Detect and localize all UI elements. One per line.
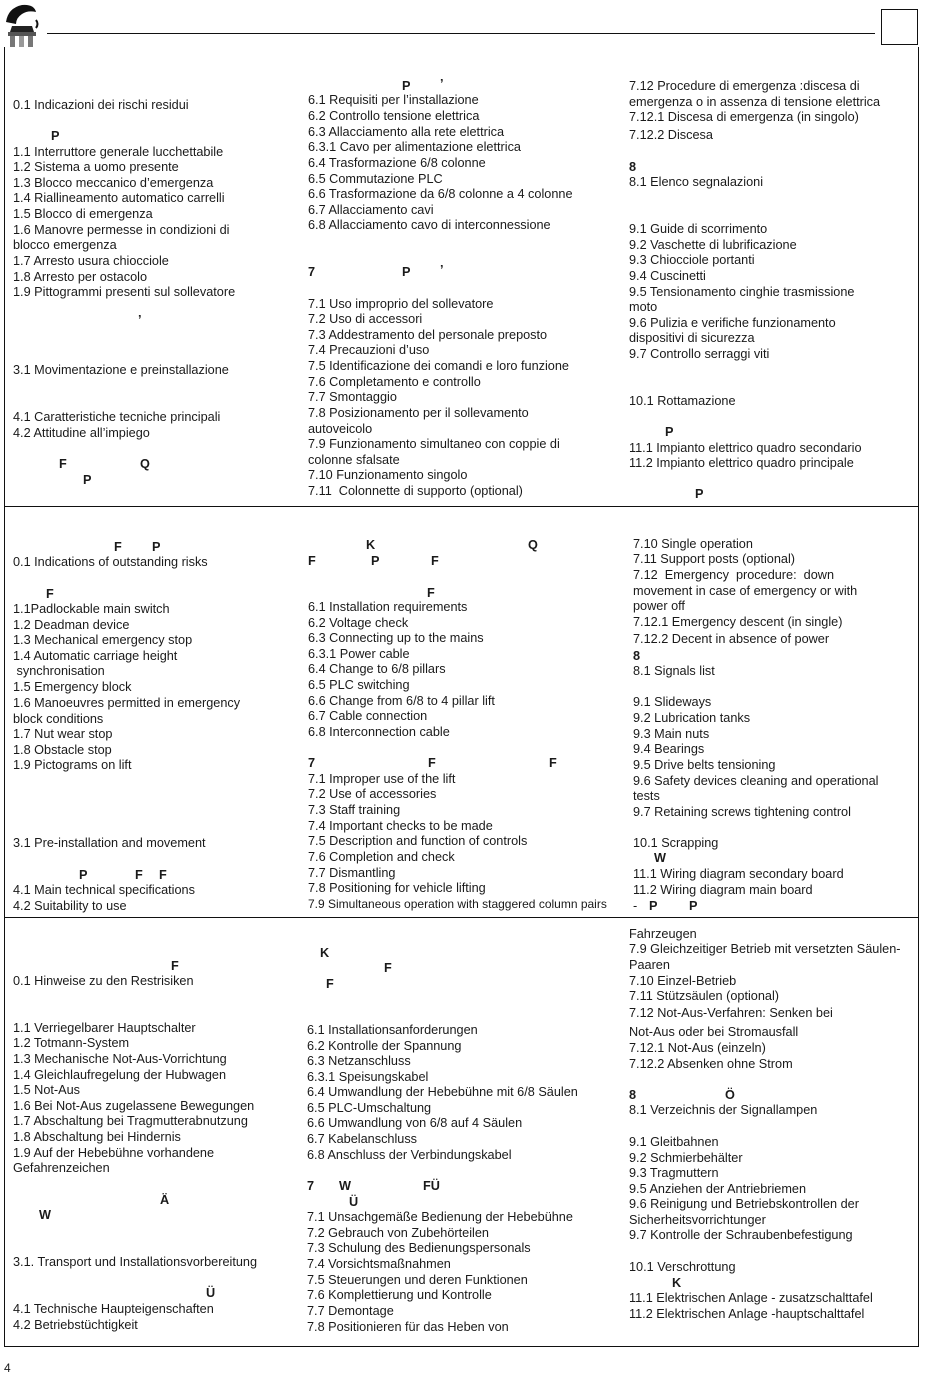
toc-line: 7.11 Stützsäulen (optional) [629, 989, 779, 1003]
toc-line: 1.8 Obstacle stop [13, 743, 112, 757]
toc-line: 8 [629, 1088, 637, 1102]
toc-line: 9.6 Reinigung und Betriebskontrollen der [629, 1197, 859, 1211]
toc-line: 7.12.1 Not-Aus (einzeln) [629, 1041, 766, 1055]
toc-line: 6.4 Change to 6/8 pillars [308, 662, 446, 676]
toc-line: P [649, 899, 658, 913]
toc-line: 4.2 Betriebstüchtigkeit [13, 1318, 138, 1332]
toc-line: K [366, 538, 376, 552]
toc-line: 9.6 Pulizia e verifiche funzionamento [629, 316, 836, 330]
toc-line: 7.12 Not-Aus-Verfahren: Senken bei [629, 1006, 833, 1020]
toc-line: 6.6 Change from 6/8 to 4 pillar lift [308, 694, 495, 708]
toc-line: 6.8 Interconnection cable [308, 725, 450, 739]
toc-line: 11.2 Wiring diagram main board [633, 883, 813, 897]
header-rule [47, 33, 875, 34]
toc-line: 7.3 Addestramento del personale preposto [308, 328, 548, 342]
toc-line: 1.9 Pittogrammi presenti sul sollevatore [13, 285, 236, 299]
toc-line: 1.7 Abschaltung bei Tragmutterabnutzung [13, 1114, 248, 1128]
toc-line: power off [633, 599, 685, 613]
toc-line: W [39, 1208, 51, 1222]
toc-line: F [549, 756, 557, 770]
toc-line: 6.3 Netzanschluss [307, 1054, 411, 1068]
toc-line: 7.1 Improper use of the lift [308, 772, 456, 786]
toc-line: 4.1 Main technical specifications [13, 883, 195, 897]
toc-line: 9.3 Chiocciole portanti [629, 253, 755, 267]
toc-line: 0.1 Indicazioni dei rischi residui [13, 98, 189, 112]
toc-line: ’ [440, 263, 444, 277]
toc-line: 6.3.1 Cavo per alimentazione elettrica [308, 140, 521, 154]
page-number: 4 [4, 1361, 11, 1375]
toc-line: synchronisation [13, 664, 105, 678]
toc-line: 11.1 Wiring diagram secondary board [633, 867, 844, 881]
brand-logo-icon [2, 2, 42, 48]
toc-line: 9.4 Bearings [633, 742, 705, 756]
toc-line: 1.4 Riallineamento automatico carrelli [13, 191, 225, 205]
toc-line: F [159, 868, 167, 882]
toc-line: 7.11 Support posts (optional) [633, 552, 795, 566]
toc-line: F [326, 977, 334, 991]
toc-line: P [83, 473, 92, 487]
toc-line: 7.3 Staff training [308, 803, 401, 817]
toc-line: K [672, 1276, 682, 1290]
toc-line: 6.6 Umwandlung von 6/8 auf 4 Säulen [307, 1116, 523, 1130]
toc-line: Sicherheitsvorrichtunger [629, 1213, 766, 1227]
toc-line: colonne sfalsate [308, 453, 400, 467]
toc-line: 6.3 Connecting up to the mains [308, 631, 484, 645]
toc-line: 9.7 Retaining screws tightening control [633, 805, 851, 819]
toc-line: 3.1 Pre-installation and movement [13, 836, 206, 850]
toc-line: 8.1 Verzeichnis der Signallampen [629, 1103, 818, 1117]
toc-line: Fahrzeugen [629, 927, 697, 941]
toc-line: Ü [206, 1286, 216, 1300]
toc-line: F [431, 554, 439, 568]
toc-line: 7.7 Dismantling [308, 866, 396, 880]
toc-line: 7.1 Unsachgemäße Bedienung der Hebebühne [307, 1210, 573, 1224]
toc-line: 7.12.1 Discesa di emergenza (in singolo) [629, 110, 859, 124]
toc-line: 6.2 Kontrolle der Spannung [307, 1039, 462, 1053]
toc-line: 1.1Padlockable main switch [13, 602, 170, 616]
toc-line: 7.3 Schulung des Bedienungspersonals [307, 1241, 531, 1255]
toc-line: 8.1 Signals list [633, 664, 715, 678]
toc-line: movement in case of emergency or with [633, 584, 858, 598]
toc-line: 7.5 Identificazione dei comandi e loro funzione [308, 359, 569, 373]
toc-line: 7.7 Demontage [307, 1304, 394, 1318]
toc-line: 9.2 Vaschette di lubrificazione [629, 238, 797, 252]
toc-line: 6.5 Commutazione PLC [308, 172, 443, 186]
corner-box [881, 9, 918, 45]
toc-line: F [171, 959, 179, 973]
toc-line: 6.7 Kabelanschluss [307, 1132, 418, 1146]
section-divider [4, 506, 919, 507]
toc-line: 7.12.2 Decent in absence of power [633, 632, 830, 646]
toc-line: 1.7 Arresto usura chiocciole [13, 254, 169, 268]
toc-line: Gefahrenzeichen [13, 1161, 110, 1175]
toc-line: 6.6 Trasformazione da 6/8 colonne a 4 colonne [308, 187, 573, 201]
toc-line: 6.5 PLC switching [308, 678, 410, 692]
toc-line: 11.2 Impianto elettrico quadro principale [629, 456, 854, 470]
toc-line: Ü [349, 1195, 359, 1209]
toc-line: 6.1 Installation requirements [308, 600, 468, 614]
toc-line: 7.9 Funzionamento simultaneo con coppie di [308, 437, 560, 451]
toc-line: 1.6 Bei Not-Aus zugelassene Bewegungen [13, 1099, 255, 1113]
toc-line: 6.8 Allacciamento cavo di interconnessione [308, 218, 551, 232]
toc-line: moto [629, 300, 658, 314]
toc-line: 7.8 Posizionamento per il sollevamento [308, 406, 529, 420]
toc-line: 6.7 Cable connection [308, 709, 428, 723]
toc-line: F [428, 756, 436, 770]
toc-line: block conditions [13, 712, 104, 726]
toc-line: 6.1 Installationsanforderungen [307, 1023, 478, 1037]
toc-line: 7.12.2 Discesa [629, 128, 713, 142]
toc-line: F [135, 868, 143, 882]
toc-line: 1.3 Blocco meccanico d’emergenza [13, 176, 214, 190]
toc-line: 6.2 Controllo tensione elettrica [308, 109, 480, 123]
toc-line: 4.1 Caratteristiche tecniche principali [13, 410, 221, 424]
toc-line: 9.5 Tensionamento cinghie trasmissione [629, 285, 855, 299]
toc-line: ’ [138, 313, 142, 327]
toc-line: 6.5 PLC-Umschaltung [307, 1101, 432, 1115]
toc-line: F [427, 586, 435, 600]
toc-line: 6.3.1 Power cable [308, 647, 410, 661]
toc-line: P [402, 265, 411, 279]
toc-line: 9.1 Gleitbahnen [629, 1135, 719, 1149]
toc-line: 7.10 Single operation [633, 537, 753, 551]
toc-line: 9.7 Kontrolle der Schraubenbefestigung [629, 1228, 853, 1242]
toc-line: 1.5 Not-Aus [13, 1083, 80, 1097]
toc-line: F [59, 457, 67, 471]
toc-line: P [665, 425, 674, 439]
toc-line: 1.8 Abschaltung bei Hindernis [13, 1130, 181, 1144]
toc-line: 1.1 Verriegelbarer Hauptschalter [13, 1021, 196, 1035]
toc-line: W [339, 1179, 351, 1193]
toc-line: 1.2 Totmann-System [13, 1036, 130, 1050]
toc-line: 7 [308, 265, 316, 279]
toc-line: 11.1 Impianto elettrico quadro secondario [629, 441, 862, 455]
toc-line: 7.8 Positioning for vehicle lifting [308, 881, 486, 895]
toc-line: 0.1 Indications of outstanding risks [13, 555, 208, 569]
toc-line: 7.5 Description and function of controls [308, 834, 528, 848]
toc-line: 9.1 Guide di scorrimento [629, 222, 768, 236]
toc-line: 1.6 Manoeuvres permitted in emergency [13, 696, 241, 710]
toc-line: 7.6 Komplettierung und Kontrolle [307, 1288, 492, 1302]
toc-line: 7.2 Use of accessories [308, 787, 437, 801]
toc-line: 1.7 Nut wear stop [13, 727, 113, 741]
toc-line: 6.4 Trasformazione 6/8 colonne [308, 156, 486, 170]
toc-line: 4.2 Suitability to use [13, 899, 127, 913]
toc-line: Ö [725, 1088, 735, 1102]
toc-line: 7.5 Steuerungen und deren Funktionen [307, 1273, 528, 1287]
toc-line: 7.4 Precauzioni d’uso [308, 343, 430, 357]
toc-line: emergenza o in assenza di tensione elettrica [629, 95, 881, 109]
section-divider [4, 917, 919, 918]
toc-line: 1.9 Pictograms on lift [13, 758, 132, 772]
toc-line: 1.2 Sistema a uomo presente [13, 160, 179, 174]
toc-line: 1.8 Arresto per ostacolo [13, 270, 147, 284]
toc-line: 7.10 Funzionamento singolo [308, 468, 468, 482]
toc-line: autoveicolo [308, 422, 373, 436]
toc-line: 1.3 Mechanische Not-Aus-Vorrichtung [13, 1052, 227, 1066]
toc-line: 8 [633, 649, 641, 663]
toc-line: 9.2 Schmierbehälter [629, 1151, 743, 1165]
toc-line: 6.7 Allacciamento cavi [308, 203, 434, 217]
toc-line: W [654, 851, 666, 865]
toc-line: 8.1 Elenco segnalazioni [629, 175, 764, 189]
toc-line: F [308, 554, 316, 568]
toc-line: 9.4 Cuscinetti [629, 269, 706, 283]
toc-line: 1.5 Blocco di emergenza [13, 207, 153, 221]
toc-line: K [320, 946, 330, 960]
toc-line: Q [528, 538, 538, 552]
toc-line: P [152, 540, 161, 554]
toc-line: 7.2 Uso di accessori [308, 312, 423, 326]
toc-line: 3.1 Movimentazione e preinstallazione [13, 363, 229, 377]
toc-line: 9.1 Slideways [633, 695, 712, 709]
toc-line: 10.1 Scrapping [633, 836, 719, 850]
toc-line: 6.2 Voltage check [308, 616, 409, 630]
toc-line: 9.3 Main nuts [633, 727, 710, 741]
toc-line: 9.5 Drive belts tensioning [633, 758, 776, 772]
toc-line: 7.6 Completion and check [308, 850, 455, 864]
toc-line: 6.8 Anschluss der Verbindungskabel [307, 1148, 512, 1162]
toc-line: 7.10 Einzel-Betrieb [629, 974, 737, 988]
toc-line: 7.1 Uso improprio del sollevatore [308, 297, 494, 311]
toc-line: 7.2 Gebrauch von Zubehörteilen [307, 1226, 489, 1240]
toc-line: 6.1 Requisiti per l’installazione [308, 93, 479, 107]
toc-line: 0.1 Hinweise zu den Restrisiken [13, 974, 194, 988]
toc-line: F [384, 961, 392, 975]
toc-line: 4.1 Technische Haupteigenschaften [13, 1302, 214, 1316]
toc-line: 10.1 Rottamazione [629, 394, 736, 408]
toc-line: tests [633, 789, 660, 803]
toc-line: 1.4 Gleichlaufregelung der Hubwagen [13, 1068, 227, 1082]
toc-line: 7.12.2 Absenken ohne Strom [629, 1057, 793, 1071]
toc-line: 6.3 Allacciamento alla rete elettrica [308, 125, 505, 139]
toc-line: 8 [629, 160, 637, 174]
toc-line: 7.4 Important checks to be made [308, 819, 493, 833]
toc-line: 7.4 Vorsichtsmaßnahmen [307, 1257, 451, 1271]
toc-line: F [114, 540, 122, 554]
toc-line: P [79, 868, 88, 882]
toc-line: 1.4 Automatic carriage height [13, 649, 178, 663]
toc-line: Q [140, 457, 150, 471]
toc-line: - [633, 899, 638, 913]
toc-line: 9.6 Safety devices cleaning and operational [633, 774, 879, 788]
toc-line: P [689, 899, 698, 913]
toc-line: 7 [307, 1179, 315, 1193]
toc-line: 11.1 Elektrischen Anlage - zusatzschalttafel [629, 1291, 873, 1305]
toc-line: ’ [440, 77, 444, 91]
toc-line: 9.2 Lubrication tanks [633, 711, 751, 725]
toc-line: 1.6 Manovre permesse in condizioni di [13, 223, 230, 237]
toc-line: P [371, 554, 380, 568]
toc-line: 7.9 Simultaneous operation with staggered column pairs [308, 897, 607, 911]
toc-line: 9.3 Tragmuttern [629, 1166, 719, 1180]
toc-line: 1.1 Interruttore generale lucchettabile [13, 145, 224, 159]
toc-line: P [402, 79, 411, 93]
toc-line: 7.8 Positionieren für das Heben von [307, 1320, 509, 1334]
toc-line: 7 [308, 756, 316, 770]
toc-line: blocco emergenza [13, 238, 117, 252]
toc-line: 7.7 Smontaggio [308, 390, 397, 404]
toc-line: 6.3.1 Speisungskabel [307, 1070, 429, 1084]
toc-line: P [51, 129, 60, 143]
toc-line: 7.9 Gleichzeitiger Betrieb mit versetzten Säulen- [629, 942, 901, 956]
toc-line: 9.7 Controllo serraggi viti [629, 347, 770, 361]
toc-line: 9.5 Anziehen der Antriebriemen [629, 1182, 807, 1196]
toc-line: Paaren [629, 958, 670, 972]
toc-line: Not-Aus oder bei Stromausfall [629, 1025, 799, 1039]
toc-line: 1.3 Mechanical emergency stop [13, 633, 193, 647]
toc-line: 7.12 Emergency procedure: down [633, 568, 834, 582]
toc-line: F [46, 587, 54, 601]
toc-line: 7.12 Procedure di emergenza :discesa di [629, 79, 860, 93]
toc-line: 1.5 Emergency block [13, 680, 132, 694]
toc-line: Ä [160, 1193, 170, 1207]
toc-line: 3.1. Transport und Installationsvorbereitung [13, 1255, 258, 1269]
toc-line: FÜ [423, 1179, 440, 1193]
toc-line: 7.11 Colonnette di supporto (optional) [308, 484, 523, 498]
toc-line: 7.12.1 Emergency descent (in single) [633, 615, 843, 629]
toc-line: 4.2 Attitudine all’impiego [13, 426, 150, 440]
toc-line: P [695, 487, 704, 501]
toc-line: dispositivi di sicurezza [629, 331, 755, 345]
toc-line: 1.9 Auf der Hebebühne vorhandene [13, 1146, 215, 1160]
toc-line: 6.4 Umwandlung der Hebebühne mit 6/8 Säulen [307, 1085, 578, 1099]
toc-line: 10.1 Verschrottung [629, 1260, 736, 1274]
toc-line: 7.6 Completamento e controllo [308, 375, 481, 389]
toc-line: 1.2 Deadman device [13, 618, 130, 632]
toc-line: 11.2 Elektrischen Anlage -hauptschalttafel [629, 1307, 865, 1321]
